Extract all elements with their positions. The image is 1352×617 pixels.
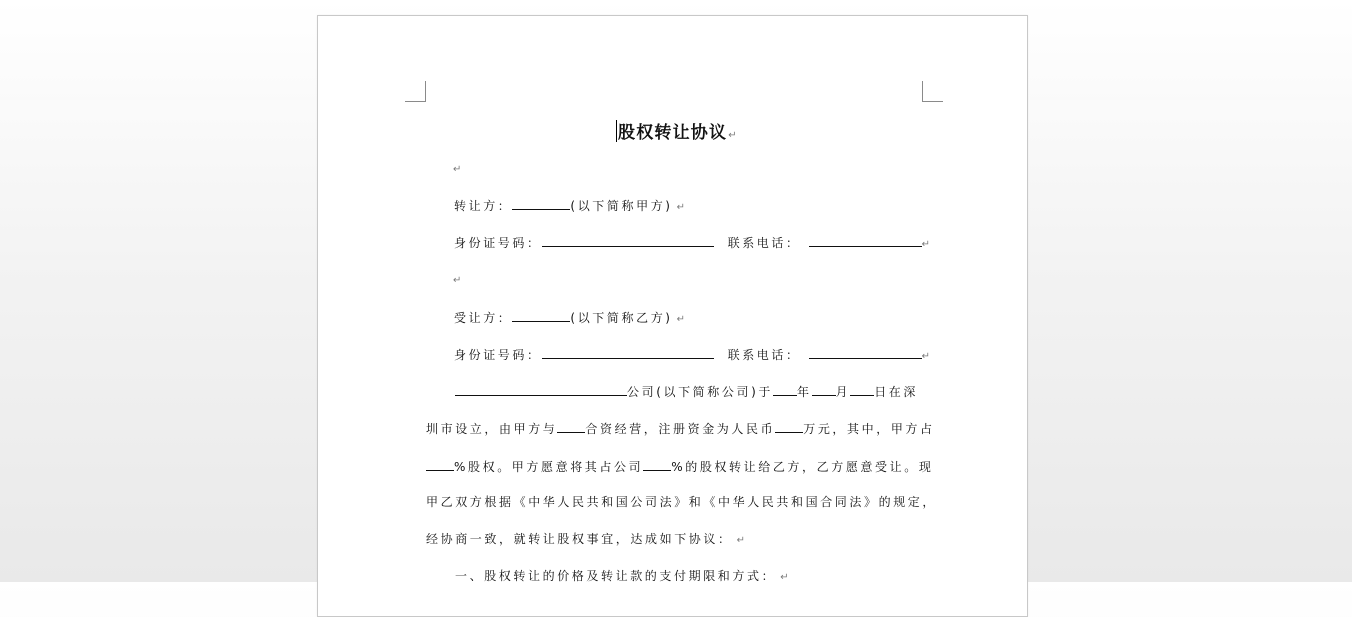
body-paragraph-line[interactable] [426,494,937,510]
year-blank[interactable] [773,382,797,396]
body-text: 日在深 [874,385,918,399]
body-text: 甲乙双方根据《中华人民共和国公司法》和《中华人民共和国合同法》的规定， [426,495,938,509]
body-text: 合资经营，注册资金为人民币 [585,422,776,436]
transferee-id-blank[interactable] [542,345,714,359]
transferor-contact-line[interactable] [454,233,930,249]
transferee-name-blank[interactable] [512,308,570,322]
transferor-id-blank[interactable] [542,233,714,247]
body-text: %的股权转让给乙方，乙方愿意受让。现 [671,460,934,474]
paragraph-mark: ↵ [736,535,745,546]
document-page[interactable] [317,15,1028,617]
paragraph-mark: ↵ [921,351,931,362]
paragraph-mark: ↵ [453,275,462,286]
transferee-line[interactable] [454,308,685,324]
transferor-name-blank[interactable] [512,196,570,210]
empty-paragraph[interactable] [453,160,461,176]
document-title-text: 股权转让协议 [618,123,728,143]
paragraph-mark: ↵ [780,572,789,583]
paragraph-mark: ↵ [453,164,462,175]
transferor-id-label: 身份证号码： [454,236,542,250]
paragraph-mark: ↵ [676,314,685,325]
body-text: 月 [835,385,851,399]
transferee-phone-label: 联系电话： [727,348,801,362]
transfer-share-blank[interactable] [643,457,671,471]
day-blank[interactable] [850,382,874,396]
capital-blank[interactable] [775,419,803,433]
body-paragraph-line[interactable] [455,382,918,398]
month-blank[interactable] [812,382,836,396]
body-paragraph-line[interactable] [426,419,935,435]
body-paragraph-line[interactable] [426,531,745,547]
paragraph-mark: ↵ [728,130,737,141]
margin-corner-mark-left [405,81,426,102]
transferee-suffix: (以下简称乙方) [570,311,673,325]
transferor-phone-label: 联系电话： [727,236,801,250]
body-text: 经协商一致，就转让股权事宜，达成如下协议： [426,532,733,546]
body-text: %股权。甲方愿意将其占公司 [454,460,644,474]
transferee-phone-blank[interactable] [809,345,922,359]
party-a-share-blank[interactable] [426,457,454,471]
body-text: 万元，其中，甲方占 [803,422,935,436]
margin-corner-mark-right [922,81,943,102]
document-title[interactable] [616,120,737,147]
body-text: 年 [796,385,812,399]
transferee-label: 受让方： [454,311,513,325]
transferor-phone-blank[interactable] [809,233,922,247]
body-text: 圳市设立，由甲方与 [426,422,558,436]
transferee-id-label: 身份证号码： [454,348,542,362]
transferor-label: 转让方： [454,199,513,213]
transferor-suffix: (以下简称甲方) [570,199,673,213]
transferor-line[interactable] [454,196,685,212]
body-text: 公司(以下简称公司)于 [627,385,773,399]
company-name-blank[interactable] [455,382,627,396]
empty-paragraph[interactable] [453,271,461,287]
paragraph-mark: ↵ [921,239,931,250]
body-paragraph-line[interactable] [426,457,933,473]
section-heading-text: 一、股权转让的价格及转让款的支付期限和方式： [455,569,777,583]
partner-blank[interactable] [557,419,585,433]
transferee-contact-line[interactable] [454,345,930,361]
paragraph-mark: ↵ [676,202,685,213]
text-cursor [616,120,617,142]
